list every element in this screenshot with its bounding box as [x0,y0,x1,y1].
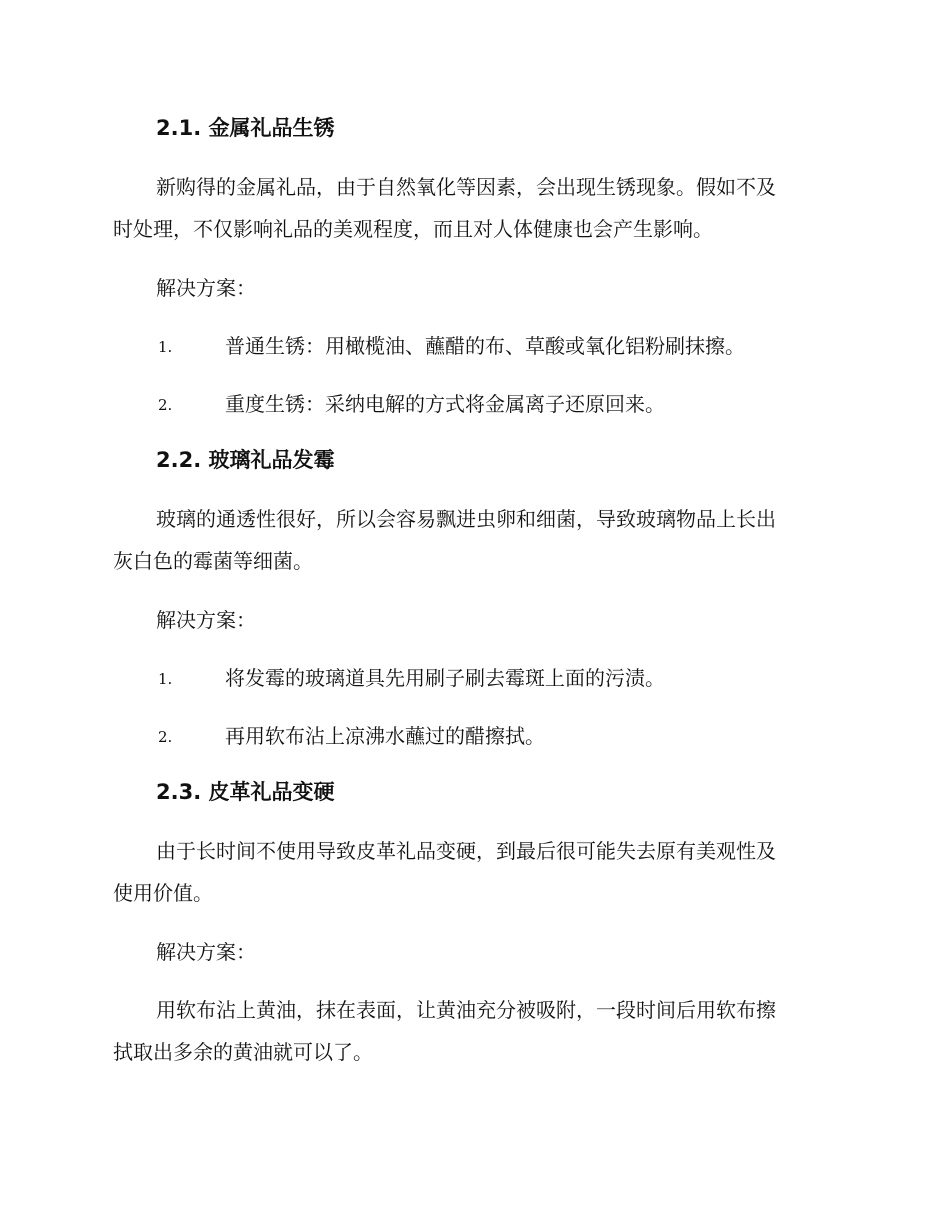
solution-label-metal: 解决方案： [156,276,256,300]
paragraph-metal-line2: 时处理，不仅影响礼品的美观程度，而且对人体健康也会产生影响。 [113,217,713,241]
paragraph-glass-line2: 灰白色的霉菌等细菌。 [113,549,313,573]
list-item-metal-2: 重度生锈：采纳电解的方式将金属离子还原回来。 [225,392,665,416]
list-number: 1. [158,670,173,688]
section-heading-glass: 2.2. 玻璃礼品发霉 [156,448,335,472]
solution-leather-line2: 拭取出多余的黄油就可以了。 [113,1040,373,1064]
section-heading-metal: 2.1. 金属礼品生锈 [156,116,335,140]
list-item-metal-1: 普通生锈：用橄榄油、蘸醋的布、草酸或氧化铝粉刷抹擦。 [225,334,745,358]
paragraph-leather-line2: 使用价值。 [113,881,213,905]
solution-label-glass: 解决方案： [156,608,256,632]
list-item-glass-1: 将发霉的玻璃道具先用刷子刷去霉斑上面的污渍。 [225,666,665,690]
list-number: 1. [158,338,173,356]
solution-leather-line1: 用软布沾上黄油，抹在表面，让黄油充分被吸附，一段时间后用软布擦 [156,998,776,1022]
list-number: 2. [158,396,173,414]
paragraph-leather-line1: 由于长时间不使用导致皮革礼品变硬，到最后很可能失去原有美观性及 [156,839,776,863]
section-heading-leather: 2.3. 皮革礼品变硬 [156,780,335,804]
paragraph-glass-line1: 玻璃的通透性很好，所以会容易飘进虫卵和细菌，导致玻璃物品上长出 [156,507,776,531]
list-number: 2. [158,728,173,746]
list-item-glass-2: 再用软布沾上凉沸水蘸过的醋擦拭。 [225,724,545,748]
solution-label-leather: 解决方案： [156,940,256,964]
paragraph-metal-line1: 新购得的金属礼品，由于自然氧化等因素，会出现生锈现象。假如不及 [156,175,776,199]
